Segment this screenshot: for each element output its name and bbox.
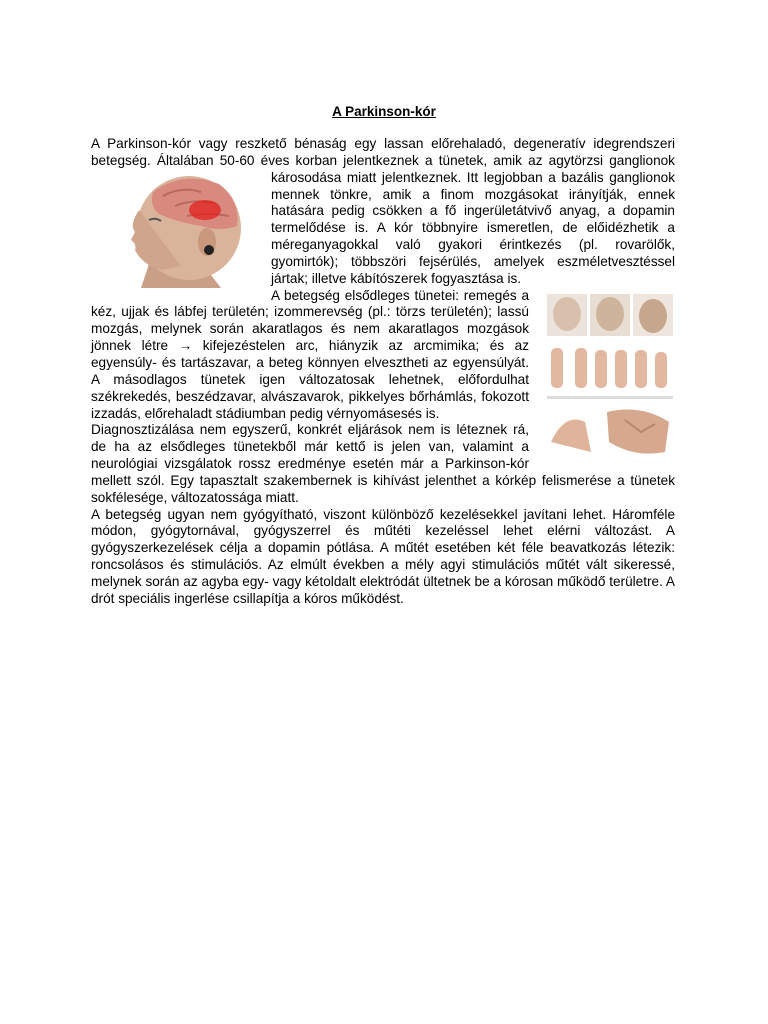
paragraph-1-lead: A Parkinson-kór vagy reszkető bénaság egy lassan előrehaladó, degeneratív idegrendszeri betegség. Általában 50-60 éves korban jelentkeznek a tünetek, amik xyxy=(91,136,675,168)
brain-head-icon xyxy=(91,170,263,288)
document-body xyxy=(91,136,675,608)
page-title: A Parkinson-kór xyxy=(332,104,436,119)
paragraph-4: A betegség ugyan nem gyógyítható, viszont különböző kezelésekkel javítani lehet. Háromféle módon, gyógytornával, gyógyszerrel és műtéti kezeléssel lehet elérni változást. A gyógyszerkezelések célja a dopamin pótlása. A műtét esetében két féle beavatkozás létezik: roncsolásos és stimulációs. Az elmúlt években a mély agyi stimulációs műtét vált sikeressé, melynek során az agyba egy- vagy kétoldalt elektródát ültetnek be a kórosan működő területre. A drót speciális ingerlése csillapítja a kóros működést. xyxy=(91,506,675,606)
paragraph-2-text: A betegség elsődleges tünetei: remegés a kéz, ujjak és lábfej területén; izommerevség (pl.: törzs területén); lassú mozgás, melynek során akaratlagos és nem akaratlagos mozgások jönnek létre → kifejezéstelen arc, hiányzik az arcmimika; és az egyensúly- és tartászavar, a beteg könnyen elvesztheti az egyensúlyát. A másodlagos tünetek igen változatosak lehetnek, előfordulhat székrekedés, beszédzavar, alvászavarok, pikkelyes bőrhámlás, fokozott izzadás, előrehaladt stádiumban pedig vérnyomásesés is. xyxy=(91,287,529,421)
symptoms-collage-icon xyxy=(545,292,675,460)
head-illustration xyxy=(91,170,263,288)
paragraph-1 xyxy=(91,136,675,288)
symptoms-figure xyxy=(545,292,675,460)
paragraph-2 xyxy=(91,288,675,423)
paragraph-1-rest: az agytörzsi ganglionok károsodása miatt jelentkeznek. Itt legjobban a bazális ganglionok mennek tönkre, amik a finom mozgásokat irányítják, ennek hatására pedig csökken a fő ingerületátvivő anyag, a dopamin termelődése is. A kór többnyire ismeretlen, de előidézhetik a méreganyagokkal való gyakori érintkezés (pl. rovarölők, gyomirtók); többszöri fejsérülés, amelyek eszméletvesztéssel jártak; illetve kábítószerek fogyasztása is. xyxy=(271,152,675,286)
paragraph-3: Diagnosztizálása nem egyszerű, konkrét eljárások nem is léteznek rá, de ha az elsődleges tünetekből már kettő is jelen van, valamint a neurológiai vizsgálatok rossz eredménye esetén már a Parkinson-kór mellett szól. Egy tapasztalt szakembernek is kihívást jelenthet a kórkép felismerése a tünetek sokfélesége, változatossága miatt. xyxy=(91,422,675,505)
